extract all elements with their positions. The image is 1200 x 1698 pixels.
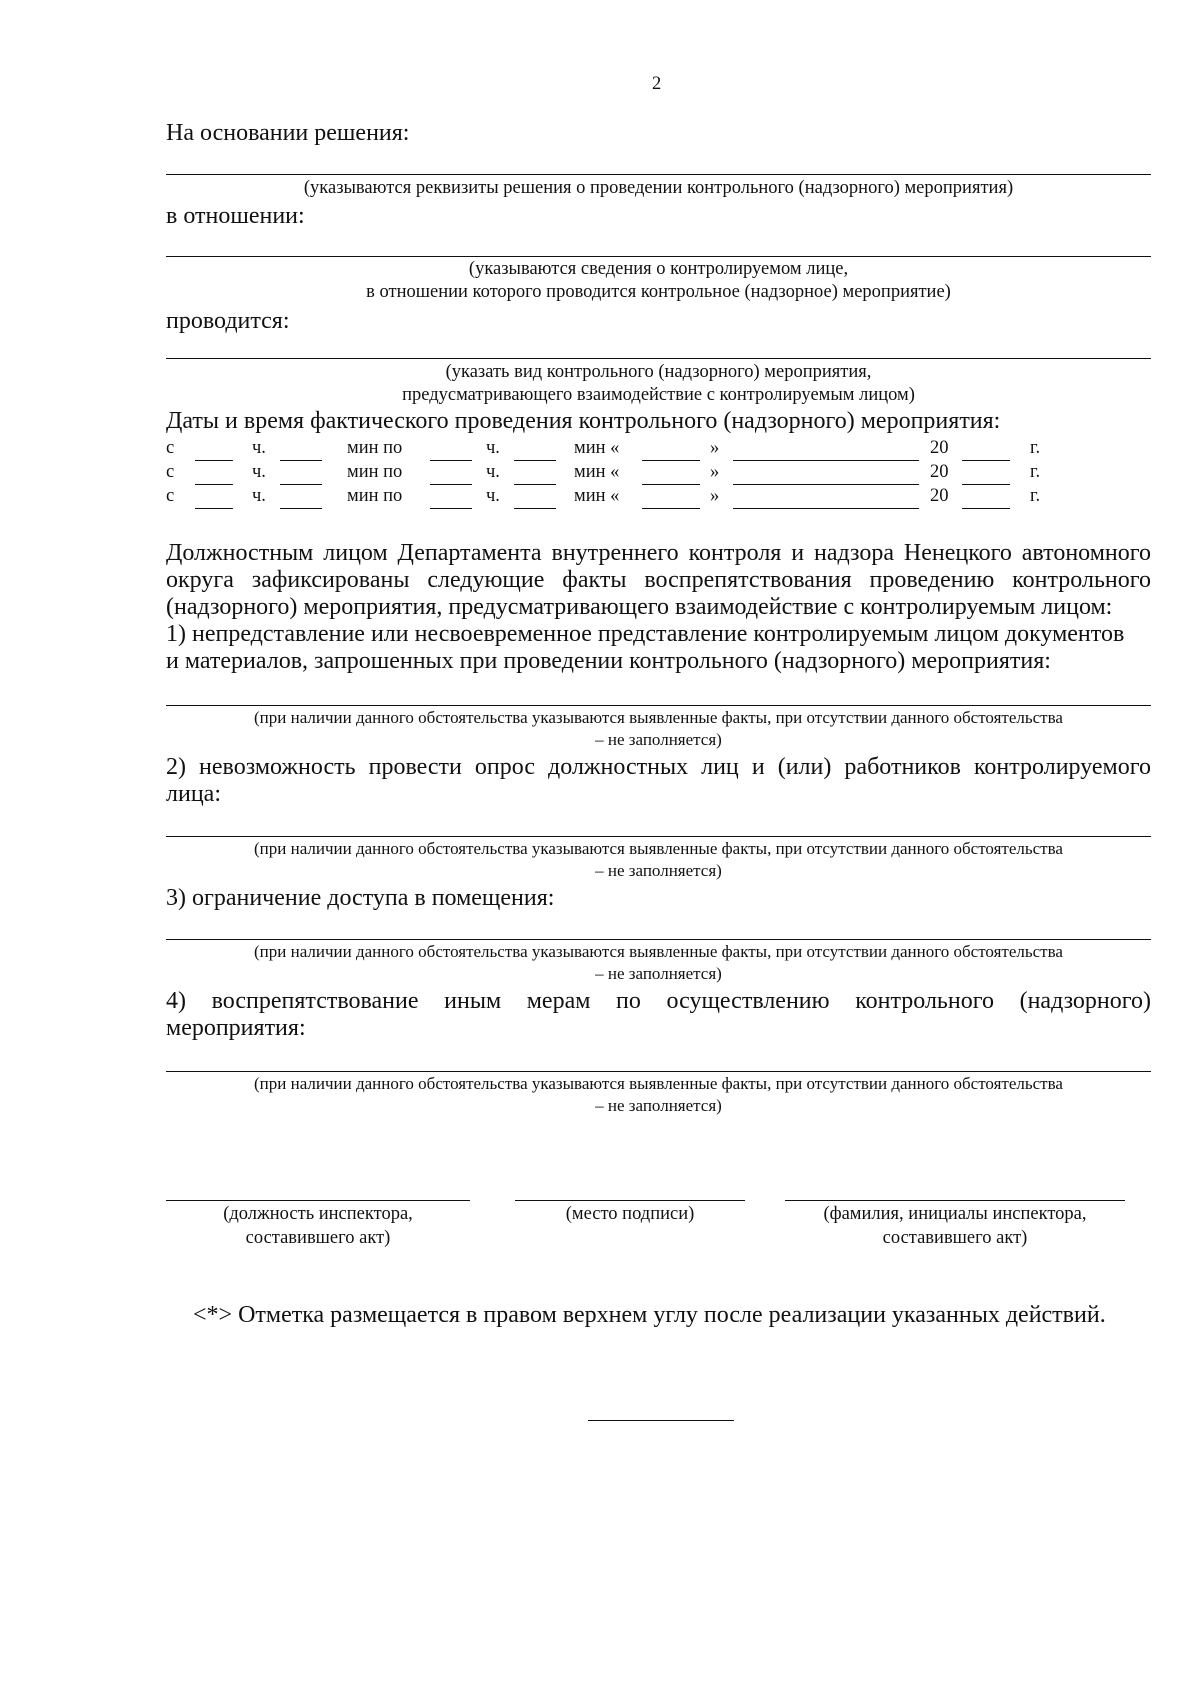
to-hour-field[interactable] [430,508,472,509]
from-word: с [166,486,175,506]
item2-fill-line[interactable] [166,836,1151,837]
item4-line1: 4) воспрепятствование иным мерам по осуществлению контрольного (надзорного) [166,988,1151,1014]
regarding-fill-line[interactable] [166,256,1151,257]
footnote: <*> Отметка размещается в правом верхнем углу после реализации указанных действий. [193,1302,1106,1328]
from-hour-field[interactable] [195,484,233,485]
from-minute-field[interactable] [280,484,322,485]
to-hour-field[interactable] [430,460,472,461]
to-minute-field[interactable] [514,460,556,461]
day-field[interactable] [642,460,700,461]
item1-hint-2: – не заполняется) [595,730,722,749]
year-field[interactable] [962,460,1010,461]
item2-line2: лица: [166,781,221,807]
to-minute-field[interactable] [514,484,556,485]
item2-line1: 2) невозможность провести опрос должностных лиц и (или) работников контролируемого [166,754,1151,780]
item4-hint-2: – не заполняется) [595,1096,722,1115]
item4-line2: мероприятия: [166,1015,306,1041]
signature-line[interactable] [515,1200,745,1201]
conducted-hint-1: (указать вид контрольного (надзорного) мероприятия, [445,362,872,382]
facts-intro-1: Должностным лицом Департамента внутреннего контроля и надзора Ненецкого автономного [166,540,1151,566]
position-signature-line[interactable] [166,1200,470,1201]
year-prefix: 20 [930,438,949,458]
min-to-word: мин по [347,462,403,482]
dates-heading: Даты и время фактического проведения контрольного (надзорного) мероприятия: [166,408,1001,434]
page-number: 2 [652,74,662,94]
item1-fill-line[interactable] [166,705,1151,706]
month-field[interactable] [733,460,919,461]
from-minute-field[interactable] [280,460,322,461]
item1-hint-1: (при наличии данного обстоятельства указываются выявленные факты, при отсутствии данного обстоятельства [254,708,1063,727]
from-minute-field[interactable] [280,508,322,509]
position-hint-2: составившего акт) [245,1228,391,1248]
year-word: г. [1030,438,1041,458]
item4-hint-1: (при наличии данного обстоятельства указываются выявленные факты, при отсутствии данного обстоятельства [254,1074,1063,1093]
hour-word: ч. [252,486,266,506]
min-quote-word: мин « [574,462,620,482]
hour-word: ч. [486,486,500,506]
item3-hint-1: (при наличии данного обстоятельства указываются выявленные факты, при отсутствии данного обстоятельства [254,942,1063,961]
conducted-hint-2: предусматривающего взаимодействие с контролируемым лицом) [402,385,915,405]
item2-hint-1: (при наличии данного обстоятельства указываются выявленные факты, при отсутствии данного обстоятельства [254,839,1063,858]
item3-fill-line[interactable] [166,939,1151,940]
item1-line2: и материалов, запрошенных при проведении контрольного (надзорного) мероприятия: [166,648,1051,674]
signature-hint: (место подписи) [565,1204,695,1224]
item2-hint-2: – не заполняется) [595,861,722,880]
regarding-hint-2: в отношении которого проводится контрольное (надзорное) мероприятие) [366,282,951,302]
item1-line1: 1) непредставление или несвоевременное представление контролируемым лицом документов [166,621,1125,647]
basis-label: На основании решения: [166,120,410,146]
basis-fill-line[interactable] [166,174,1151,175]
year-word: г. [1030,462,1041,482]
name-signature-line[interactable] [785,1200,1125,1201]
month-field[interactable] [733,508,919,509]
regarding-label: в отношении: [166,203,305,229]
from-hour-field[interactable] [195,508,233,509]
conducted-fill-line[interactable] [166,358,1151,359]
day-field[interactable] [642,484,700,485]
conducted-label: проводится: [166,308,290,334]
year-prefix: 20 [930,462,949,482]
from-word: с [166,438,175,458]
min-to-word: мин по [347,438,403,458]
name-hint-1: (фамилия, инициалы инспектора, [823,1204,1087,1224]
position-hint-1: (должность инспектора, [223,1204,413,1224]
facts-intro-3: (надзорного) мероприятия, предусматривающего взаимодействие с контролируемым лицом: [166,594,1113,620]
item3-line: 3) ограничение доступа в помещения: [166,885,555,911]
from-hour-field[interactable] [195,460,233,461]
close-quote: » [710,438,720,458]
year-field[interactable] [962,508,1010,509]
to-minute-field[interactable] [514,508,556,509]
name-hint-2: составившего акт) [882,1228,1028,1248]
year-word: г. [1030,486,1041,506]
year-prefix: 20 [930,486,949,506]
year-field[interactable] [962,484,1010,485]
facts-intro-2: округа зафиксированы следующие факты воспрепятствования проведению контрольного [166,567,1151,593]
to-hour-field[interactable] [430,484,472,485]
day-field[interactable] [642,508,700,509]
min-quote-word: мин « [574,486,620,506]
from-word: с [166,462,175,482]
min-to-word: мин по [347,486,403,506]
month-field[interactable] [733,484,919,485]
item4-fill-line[interactable] [166,1071,1151,1072]
close-quote: » [710,462,720,482]
min-quote-word: мин « [574,438,620,458]
hour-word: ч. [252,462,266,482]
item3-hint-2: – не заполняется) [595,964,722,983]
basis-hint: (указываются реквизиты решения о проведении контрольного (надзорного) мероприятия) [303,178,1014,198]
closing-line [588,1420,734,1421]
hour-word: ч. [486,438,500,458]
hour-word: ч. [486,462,500,482]
close-quote: » [710,486,720,506]
hour-word: ч. [252,438,266,458]
regarding-hint-1: (указываются сведения о контролируемом лице, [468,259,849,279]
